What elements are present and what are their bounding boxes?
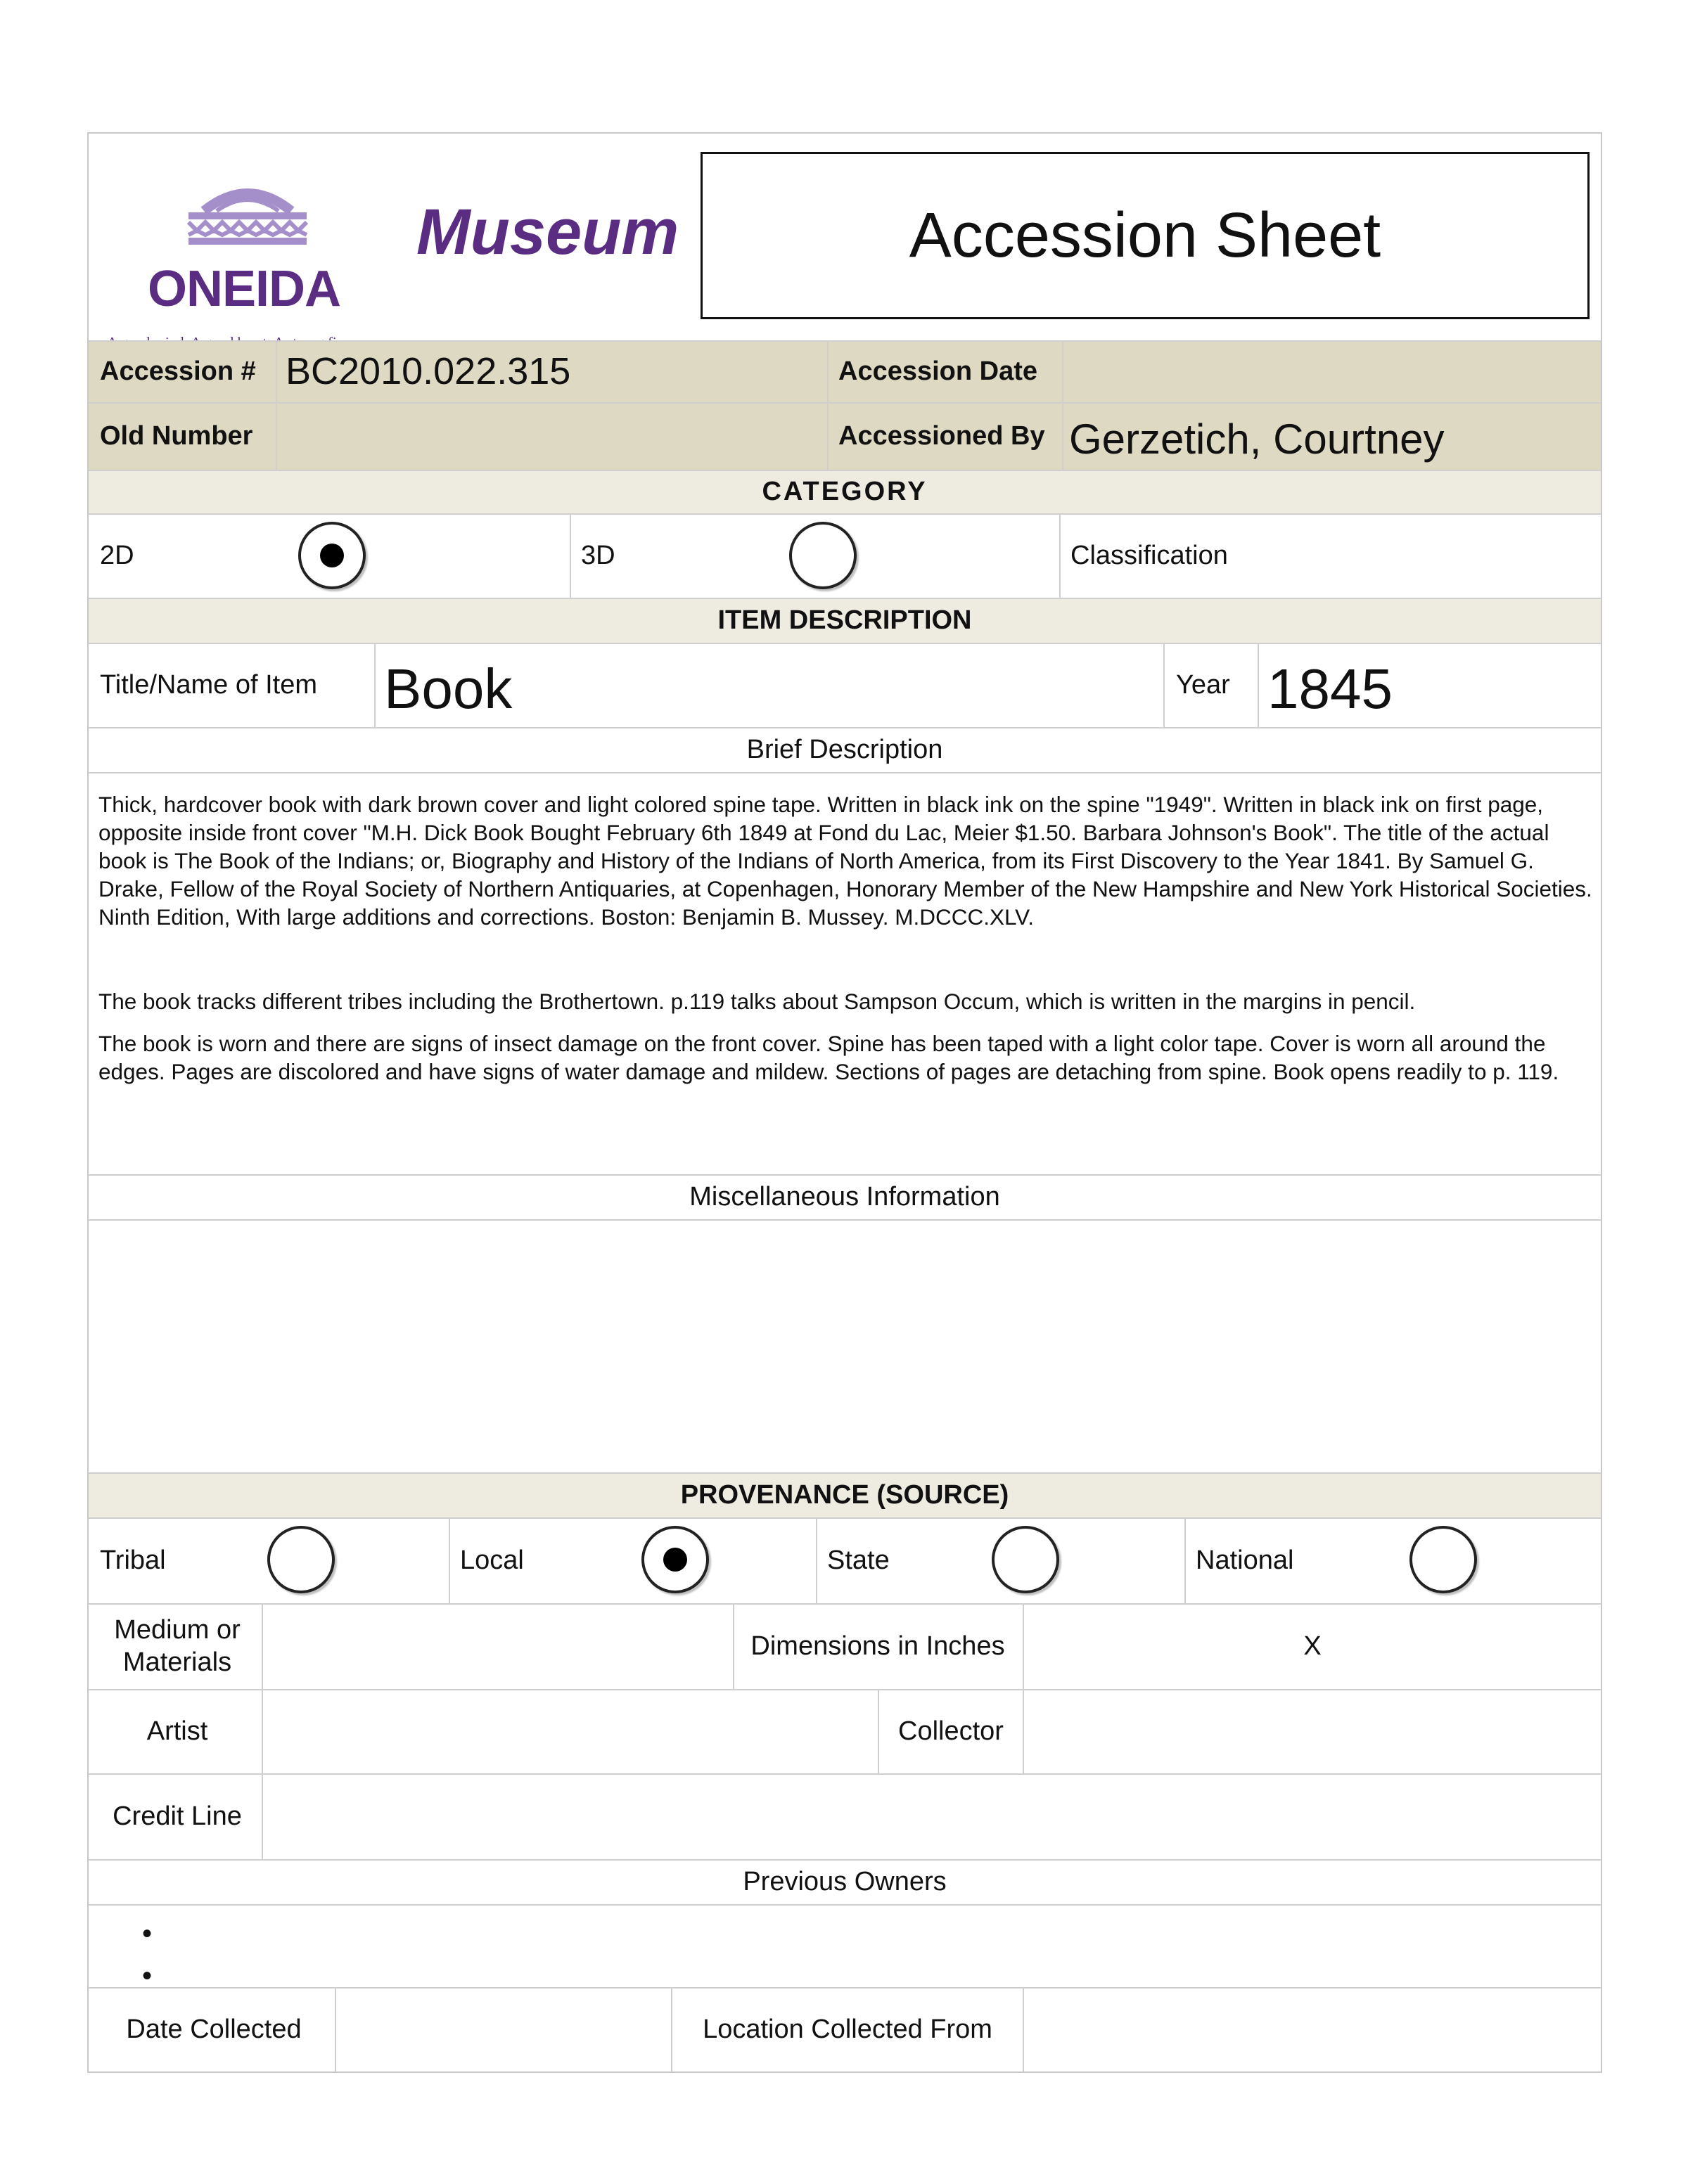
category-2d-radio[interactable] bbox=[298, 522, 366, 589]
provenance-local-label: Local bbox=[460, 1545, 524, 1575]
list-item: • bbox=[142, 1918, 153, 1949]
accession-number-label: Accession # bbox=[100, 356, 256, 386]
accessioned-by-label: Accessioned By bbox=[838, 421, 1045, 451]
accession-date-field[interactable] bbox=[1073, 340, 1594, 402]
classification-label: Classification bbox=[1070, 540, 1228, 570]
provenance-state-label: State bbox=[827, 1545, 890, 1575]
brief-description-paragraph: The book is worn and there are signs of insect damage on the front cover. Spine has been taped with a light color tape. Cover is worn all around the edges. Pages are discolored and have signs of water damage and mildew. Sections of pages are detaching from spine. Book opens readily to p. 119. bbox=[98, 1031, 1559, 1084]
previous-owners-list[interactable] bbox=[142, 1913, 1549, 1997]
medium-materials-field[interactable] bbox=[273, 1603, 723, 1689]
date-collected-field[interactable] bbox=[346, 1987, 663, 2071]
old-number-field[interactable] bbox=[286, 402, 820, 470]
category-2d-label: 2D bbox=[100, 540, 134, 570]
accession-form bbox=[87, 132, 1602, 2073]
dimensions-field[interactable]: X bbox=[1303, 1631, 1322, 1661]
classification-field[interactable] bbox=[1298, 513, 1594, 598]
accession-number-field[interactable]: BC2010.022.315 bbox=[286, 350, 571, 392]
oneida-logo bbox=[98, 162, 394, 359]
brief-description-label: Brief Description bbox=[746, 734, 943, 764]
dimensions-label: Dimensions in Inches bbox=[750, 1631, 1005, 1661]
accession-date-label: Accession Date bbox=[838, 356, 1038, 386]
artist-label: Artist bbox=[146, 1716, 208, 1746]
collector-label: Collector bbox=[898, 1716, 1004, 1746]
category-3d-label: 3D bbox=[581, 540, 615, 570]
brief-description-paragraph: The book tracks different tribes including the Brothertown. p.119 talks about Sampson Occum, which is written in the margins in pencil. bbox=[98, 989, 1416, 1014]
misc-info-label: Miscellaneous Information bbox=[689, 1181, 1000, 1212]
provenance-state-radio[interactable] bbox=[992, 1526, 1059, 1593]
accessioned-by-field[interactable]: Gerzetich, Courtney bbox=[1069, 415, 1445, 463]
title-name-label: Title/Name of Item bbox=[100, 669, 318, 700]
misc-info-field[interactable] bbox=[98, 1219, 1590, 1472]
medium-materials-label: Medium or Materials bbox=[114, 1615, 241, 1677]
category-3d-radio[interactable] bbox=[789, 522, 857, 589]
item-description-heading: ITEM DESCRIPTION bbox=[717, 605, 972, 635]
brief-description-paragraph: Thick, hardcover book with dark brown cover and light colored spine tape. Written in black ink on the spine "1949". Written in black ink on first page, opposite inside front cover "M.H. Dick Book Bought February 6th 1849 at Fond du Lac, Meier $1.50. Barbara Johnson's Book". The title of the actual book is The Book of the Indians; or, Biography and History of the Indians of North America, from its First Discovery to the Year 1841. By Samuel G. Drake, Fellow of the Royal Society of Northern Antiquaries, at Copenhagen, Honorary Member of the New Hampshire and New York Historical Societies. Ninth Edition, With large additions and corrections. Boston: Benjamin B. Mussey. M.DCCC.XLV. bbox=[98, 792, 1592, 930]
provenance-local-radio[interactable] bbox=[641, 1526, 709, 1593]
page-title: Accession Sheet bbox=[701, 152, 1590, 319]
previous-owners-label: Previous Owners bbox=[743, 1866, 947, 1896]
year-label: Year bbox=[1176, 669, 1230, 700]
provenance-national-label: National bbox=[1196, 1545, 1294, 1575]
collector-field[interactable] bbox=[1034, 1689, 1597, 1773]
provenance-national-radio[interactable] bbox=[1409, 1526, 1477, 1593]
date-collected-label: Date Collected bbox=[126, 2014, 302, 2044]
old-number-label: Old Number bbox=[100, 420, 253, 451]
credit-line-field[interactable] bbox=[273, 1773, 1595, 1859]
year-field[interactable]: 1845 bbox=[1267, 657, 1393, 720]
logo-wordmark: ONEIDA bbox=[148, 261, 341, 317]
brief-description-field[interactable] bbox=[98, 790, 1594, 1142]
list-item: • bbox=[142, 1960, 153, 1991]
location-collected-field[interactable] bbox=[1034, 1987, 1597, 2071]
location-collected-label: Location Collected From bbox=[703, 2014, 992, 2044]
provenance-heading: PROVENANCE (SOURCE) bbox=[680, 1479, 1009, 1510]
credit-line-label: Credit Line bbox=[113, 1801, 242, 1831]
artist-field[interactable] bbox=[273, 1689, 871, 1773]
provenance-tribal-radio[interactable] bbox=[267, 1526, 335, 1593]
museum-label: Museum bbox=[416, 196, 679, 268]
provenance-tribal-label: Tribal bbox=[100, 1545, 166, 1575]
category-heading: CATEGORY bbox=[762, 476, 928, 506]
title-name-field[interactable]: Book bbox=[384, 657, 513, 720]
